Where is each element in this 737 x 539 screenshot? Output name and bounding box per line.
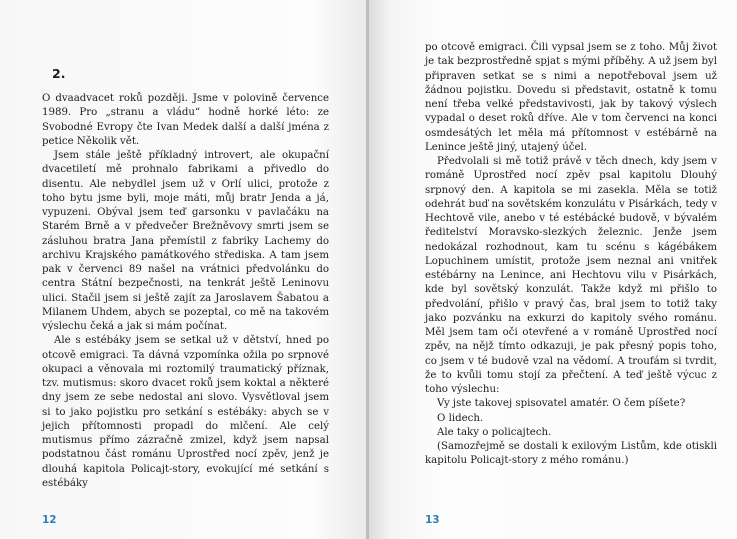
paragraph: O dvaadvacet roků později. Jsme v polovině července 1989. Pro „stranu a vládu“ hodně horké léto: ze Svobodné Evropy čte Ivan Medek další a další jména z petice Několik vět. <box>42 93 329 147</box>
paragraph: Jsem stále ještě příkladný introvert, ale okupační dvacetiletí mě prohnalo fabrikami a přivedlo do disentu. Ale nebydlel jsem už v Orlí ulici, protože z toho bytu jsme byli, moje máti, můj bratr Jenda a já, vypuzeni. Obýval jsem teď garsonku v pavlačáku na Starém Brně a v předvečer Brežněvovy smrti jsem se zásluhou bratra Jana přemístil z fabriky Lachemy do archivu Krajského památkového střediska. A tam jsem pak v červenci 89 našel na vrátnici předvolánku do centra Státní bezpečnosti, na tenkrát ještě Leninovu ulici. Stačil jsem si ještě zajít za Jaroslavem Šabatou a Milanem Uhdem, abych se pozeptal, co mě na takovém výslechu čeká a jak si mám počínat. <box>42 150 329 332</box>
right-page-text <box>425 41 717 469</box>
dialogue-line: (Samozřejmě se dostali k exilovým Listům, kde otiskli kapitolu Policajt-story z mého románu.) <box>425 441 717 467</box>
paragraph: Předvolali si mě totiž právě v těch dnech, kdy jsem v románě Uprostřed nocí zpěv psal kapitolu Dlouhý srpnový den. A kapitola se mi zasekla. Měla se totiž odehrát buď na sovětském konzulátu v Pisárkách, tedy v Hechtově vile, anebo v té estébácké budově, v bývalém ředitelství Moravsko-slezkých železnic. Jenže jsem nedokázal rozhodnout, kam tu scénu s kágébákem Lopuchinem umístit, protože jsem neznal ani vnitřek estébárny na Lenince, ani Hechtovu vilu v Pisárkách, kde byl sovětský konzulát. Takže když mi přišlo to předvolání, přišlo v pravý čas, bral jsem to totiž taky jako pozvánku na exkurzi do kapitoly svého románu. Měl jsem tam oči otevřené a v románě Uprostřed nocí zpěv, na nějž tímto odkazuji, je pak přesný popis toho, co jsem v té budově vzal na vědomí. A troufám si tvrdit, že to kvůli tomu stojí za přečtení. A teď ještě výcuc z toho výslechu: <box>425 156 717 395</box>
page-number: 13 <box>425 514 440 526</box>
dialogue-line: O lidech. <box>437 412 484 424</box>
dialogue-line: Vy jste takovej spisovatel amatér. O čem píšete? <box>437 398 686 410</box>
left-page-text <box>42 92 329 491</box>
page-number: 12 <box>42 514 57 526</box>
paragraph: po otcově emigraci. Čili vypsal jsem se z toho. Můj život je tak bezprostředně spjat s mými příběhy. A už jsem byl připraven setkat se s nimi a nepotřeboval jsem už žádnou pojistku. Dovedu si představit, ostatně k tomu není třeba velké představivosti, jak by takový výslech vypadal o deset roků dříve. Ale v tom červenci na konci osmdesátých let měla má přítomnost v estébárně na Lenince ještě jiný, utajený účel. <box>425 42 717 153</box>
chapter-number: 2. <box>52 66 66 81</box>
left-page <box>0 0 367 539</box>
dialogue-line: Ale taky o policajtech. <box>437 426 552 438</box>
paragraph: Ale s estébáky jsem se setkal už v dětství, hned po otcově emigraci. Ta dávná vzpomínka ožila po srpnové okupaci a věnovala mi roztomilý traumatický příznak, tzv. mutismus: skoro dvacet roků jsem koktal a některé dny jsem ze sebe nedostal ani slovo. Vysvětloval jsem si to jako pojistku pro setkání s estébáky: abych se v jejich přítomnosti propadl do mlčení. Ale celý mutismus přímo zázračně zmizel, když jsem napsal podstatnou část románu Uprostřed nocí zpěv, jenž je dlouhá kapitola Policajt-story, evokující mé setkání s estébáky <box>42 335 329 489</box>
right-page <box>369 0 737 539</box>
